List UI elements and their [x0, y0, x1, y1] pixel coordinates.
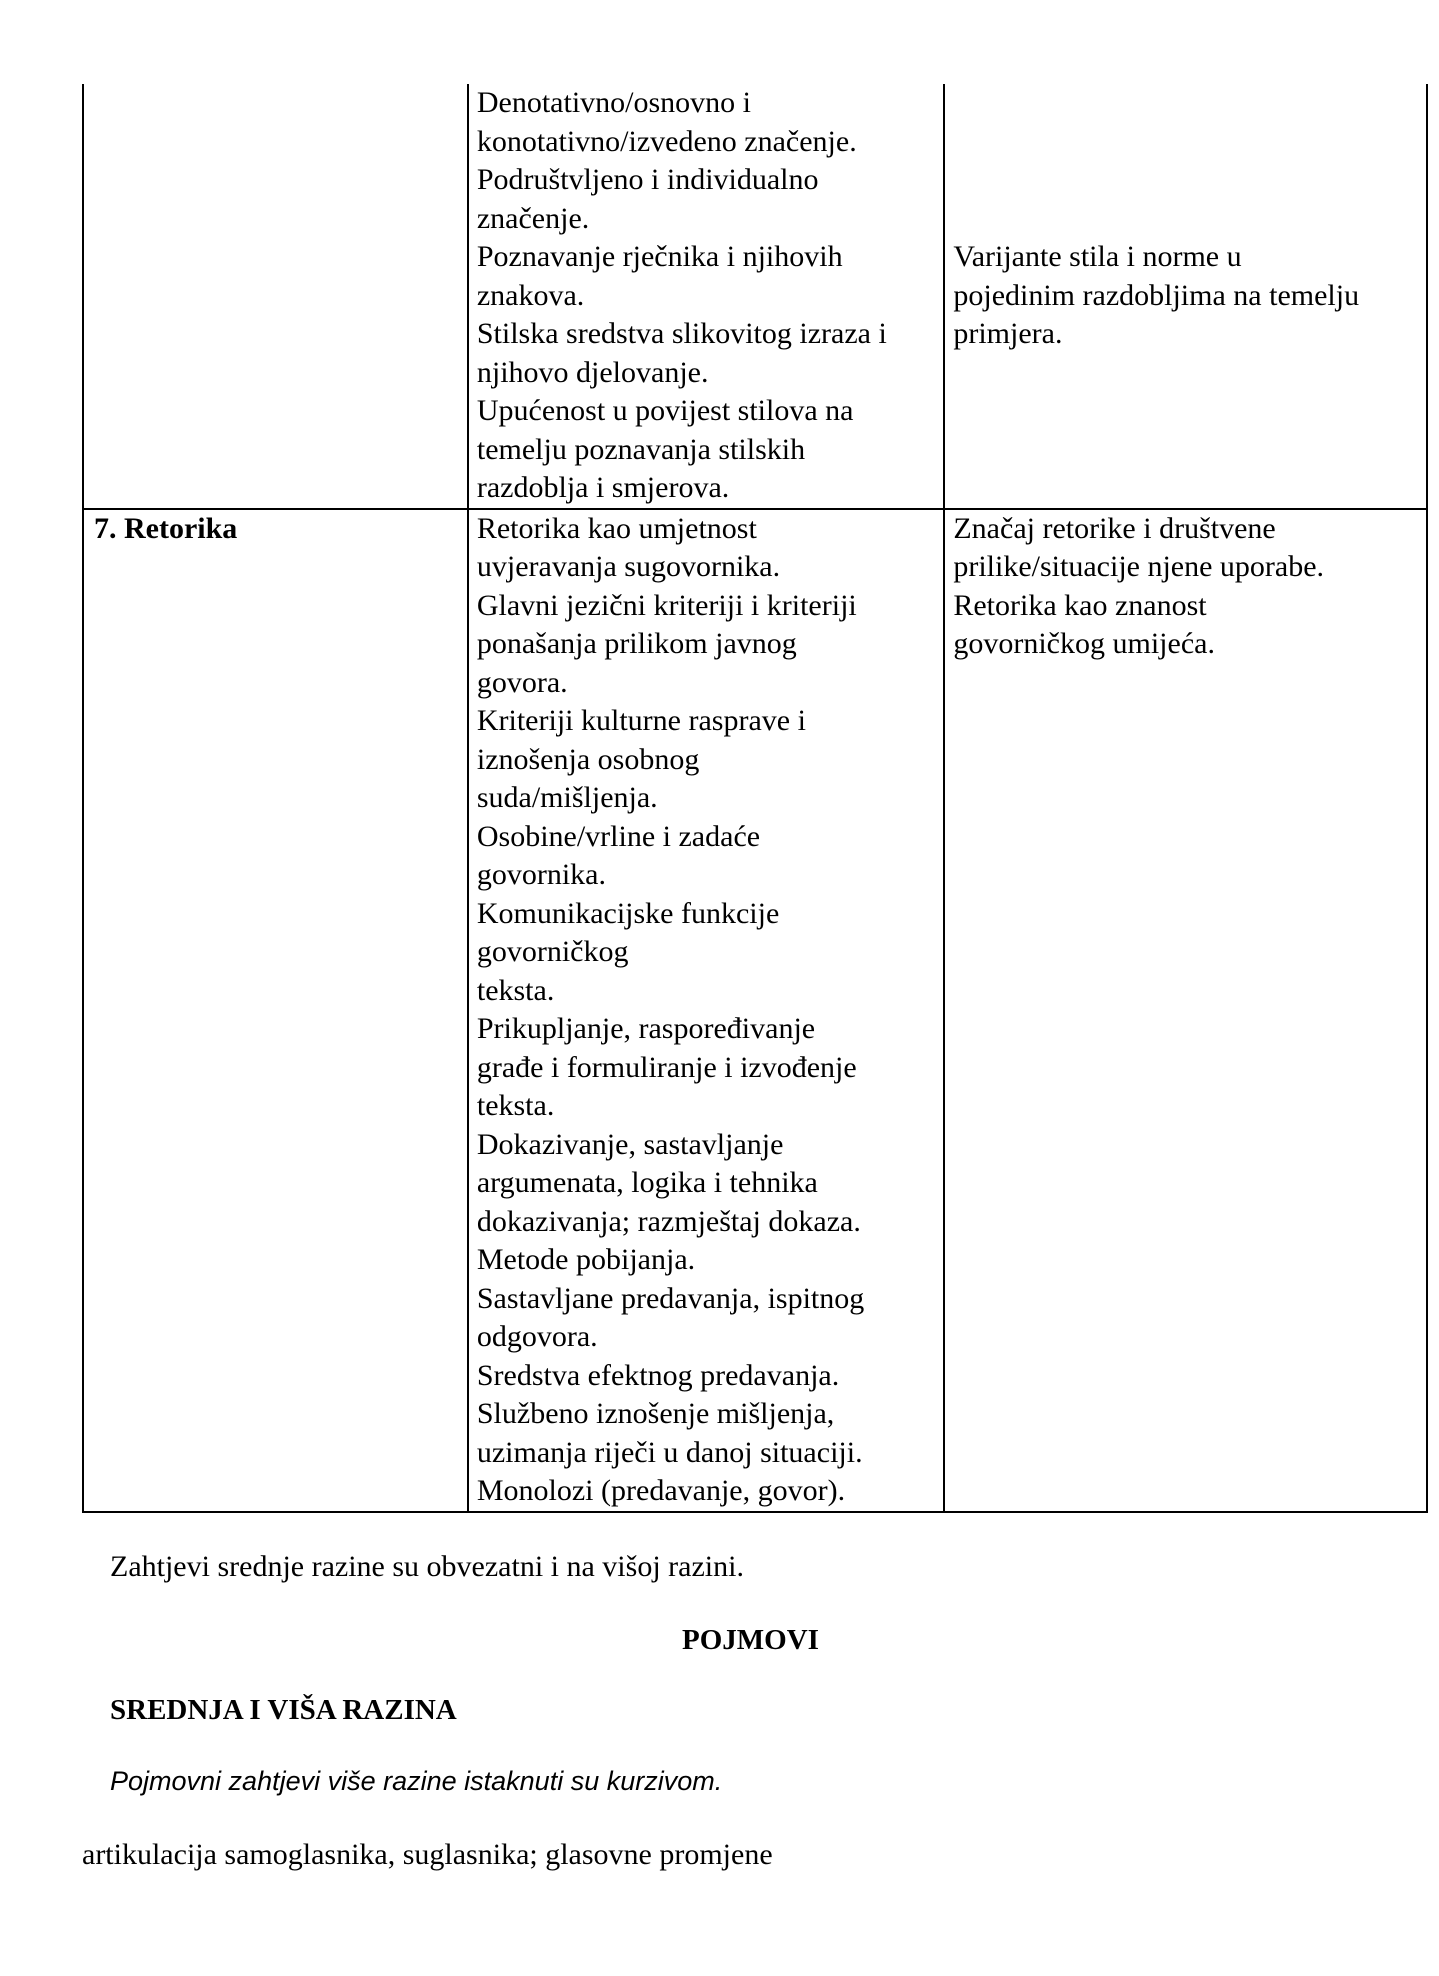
text-line: Prikupljanje, raspoređivanje: [476, 1012, 816, 1045]
text-line: Retorika kao znanost: [953, 588, 1207, 622]
content-cell: [468, 84, 945, 509]
text-line: Denotativno/osnovno i: [476, 86, 752, 119]
text-line: Službeno iznošenje mišljenja,: [476, 1397, 835, 1430]
text-line: Poznavanje rječnika i njihovih: [476, 240, 843, 273]
text-line: Upućenost u povijest stilova na: [476, 394, 854, 427]
text-line: teksta.: [476, 973, 555, 1007]
body-text: artikulacija samoglasnika, suglasnika; glasovne promjene: [82, 1838, 773, 1871]
text-line: uvjeravanja sugovornika.: [476, 550, 781, 583]
italic-note: Pojmovni zahtjevi više razine istaknuti su kurzivom.: [110, 1766, 723, 1796]
text-line: Komunikacijske funkcije: [476, 896, 780, 930]
text-line: znakova.: [476, 278, 585, 312]
table-row: [83, 509, 1427, 1512]
text-line: dokazivanja; razmještaj dokaza.: [476, 1204, 861, 1238]
higher-level-cell: [944, 509, 1427, 1512]
text-line: govora.: [476, 665, 568, 699]
text-line: govorničkog umijeća.: [953, 627, 1215, 660]
text-line: Metode pobijanja.: [476, 1243, 696, 1276]
text-line: primjera.: [953, 317, 1063, 350]
topic-cell: [83, 84, 468, 509]
text-line: teksta.: [476, 1089, 555, 1122]
text-line: Stilska sredstva slikovitog izraza i: [476, 317, 887, 350]
text-line: Kriteriji kulturne rasprave i: [476, 704, 806, 737]
text-line: odgovora.: [476, 1320, 598, 1353]
text-line: prilike/situacije njene uporabe.: [953, 550, 1325, 583]
text-line: konotativno/izvedeno značenje.: [476, 124, 857, 158]
sub-heading: SREDNJA I VIŠA RAZINA: [110, 1694, 457, 1726]
text-line: Podruštvljeno i individualno: [476, 163, 819, 196]
text-line: razdoblja i smjerova.: [476, 471, 730, 504]
text-line: argumenata, logika i tehnika: [476, 1166, 818, 1199]
text-line: Dokazivanje, sastavljanje: [476, 1127, 784, 1161]
content-lines: [477, 510, 938, 1511]
text-line: iznošenja osobnog: [476, 742, 700, 776]
text-line: pojedinim razdobljima na temelju: [953, 278, 1360, 312]
text-line: Varijante stila i norme u: [953, 240, 1242, 273]
text-line: govorničkog: [476, 935, 629, 968]
higher-level-lines: [953, 510, 1420, 664]
higher-level-lines: [953, 238, 1420, 354]
section-heading: POJMOVI: [682, 1624, 819, 1656]
text-line: Retorika kao umjetnost: [476, 511, 757, 545]
text-line: njihovo djelovanje.: [476, 355, 709, 389]
text-line: temelju poznavanja stilskih: [476, 432, 806, 466]
text-line: građe i formuliranje i izvođenje: [476, 1050, 857, 1084]
content-cell: [468, 509, 945, 1512]
text-line: Značaj retorike i društvene: [953, 511, 1276, 545]
topic-cell: 7. Retorika: [83, 509, 468, 1512]
text-line: uzimanja riječi u danoj situaciji.: [476, 1435, 863, 1469]
text-line: Sastavljane predavanja, ispitnog: [476, 1281, 865, 1315]
text-line: govornika.: [476, 858, 606, 891]
level-note: Zahtjevi srednje razine su obvezatni i na višoj razini.: [110, 1550, 744, 1583]
table-row: [83, 84, 1427, 509]
text-line: značenje.: [476, 201, 590, 235]
text-line: Glavni jezični kriteriji i kriteriji: [476, 588, 857, 622]
content-lines: [477, 84, 938, 508]
text-line: Sredstva efektnog predavanja.: [476, 1358, 840, 1392]
text-line: Monolozi (predavanje, govor).: [476, 1474, 846, 1507]
text-line: ponašanja prilikom javnog: [476, 627, 797, 660]
text-line: suda/mišljenja.: [476, 781, 658, 814]
text-line: Osobine/vrline i zadaće: [476, 819, 761, 853]
higher-level-cell: [944, 84, 1427, 509]
curriculum-table: [82, 84, 1428, 1513]
